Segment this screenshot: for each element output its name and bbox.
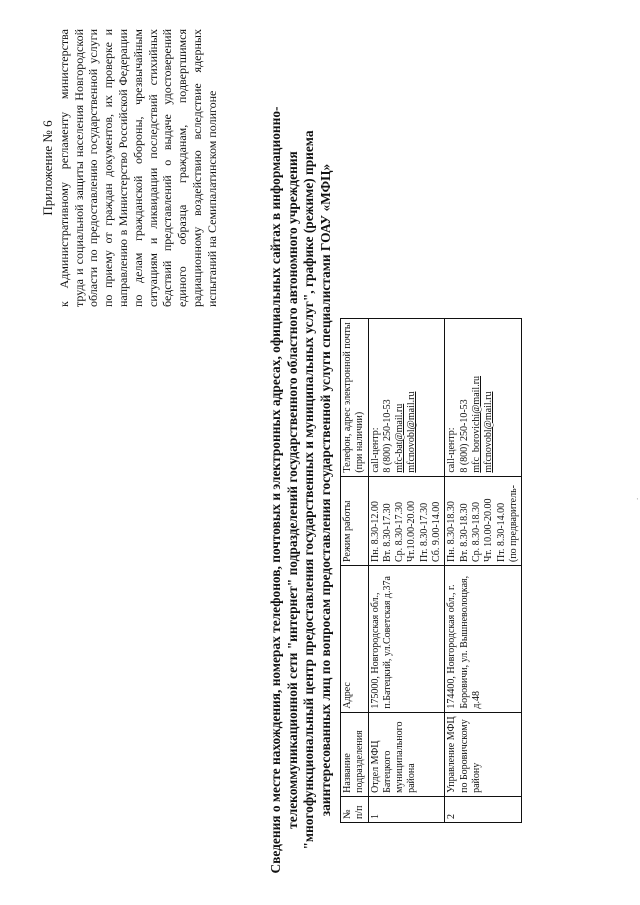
row-hours (445, 476, 522, 565)
phone-label: call-центр: (369, 427, 381, 473)
header-phone: Телефон, адрес электронной почты (при наличии) (341, 319, 369, 477)
row-name: Управление МФЦ по Боровичскому району (445, 712, 522, 796)
table-header-row (341, 319, 369, 823)
row-num: 1 (368, 796, 445, 822)
appendix-title: Приложение № 6 (40, 120, 55, 216)
email-link[interactable]: mfcnovobl@mail.ru (483, 391, 495, 473)
row-name: Отдел МФЦ Батецкого муниципального района (368, 712, 445, 796)
table-row (368, 319, 445, 823)
hours-line: Пн. 8.30-18.30 (446, 501, 458, 562)
header-num: № п/п (341, 796, 369, 822)
row-contacts (445, 319, 522, 477)
phone-number: 8 (800) 250-10-53 (458, 399, 470, 473)
hours-line: Ср. 8.30-17.30 (394, 502, 406, 562)
row-contacts (368, 319, 445, 477)
email-link[interactable]: mfc-bat@mail.ru (394, 403, 406, 473)
header-address: Адрес (341, 566, 369, 713)
offices-table (340, 318, 522, 823)
hours-line: Сб. 9.00-14.00 (431, 501, 443, 562)
hours-line: Чт.10.00-20.00 (406, 501, 418, 562)
hours-line: Пт. 8.30-14.00 (495, 502, 507, 562)
row-num: 2 (445, 796, 522, 822)
hours-line: Вт. 8.30-17.30 (381, 503, 393, 562)
row-hours (368, 476, 445, 565)
phone-number: 8 (800) 250-10-53 (381, 399, 393, 473)
phone-label: call-центр: (446, 427, 458, 473)
row-address: 175000, Новгородская обл., п.Батецкий, ул.Советская д.37а (368, 566, 445, 713)
row-address: 174400, Новгородская обл., г. Боровичи, ул. Вышневолоцкая, д.48 (445, 566, 522, 713)
document-heading: Сведения о месте нахождения, номерах телефонов, почтовых и электронных адресах, официальных сайтах в информационно-телекоммуникационной сети "интернет" подразделений государственного областного автономного учреждения "многофункциональный центр предоставления государственных и муниципальных услуг", графике (режиме) приема заинтересованных лиц по вопросам предоставления государственной услуги специалистами ГОАУ «МФЦ» (268, 106, 333, 874)
scan-dot: . (630, 497, 640, 500)
appendix-text: к Административному регламенту министерства труда и социальной защиты населения Новгородской области по предоставлению государственной услуги по приему от граждан документов, их проверке и направлению в Министерство Российской Федерации по делам гражданской обороны, чрезвычайным ситуациям и ликвидации последствий стихийных бедствий представлений о выдаче удостоверений единого образца гражданам, подвергшимся радиационному воздействию вследствие ядерных испытаний на Семипалатинском полигоне (56, 29, 219, 307)
table-row (445, 319, 522, 823)
email-link[interactable]: mfcnovobl@mail.ru (406, 391, 418, 473)
hours-line: Чт. 10.00-20.00 (483, 498, 495, 562)
hours-line: Пт. 8.30-17.30 (418, 502, 430, 562)
hours-line: (по предваритель- (507, 485, 519, 562)
hours-line: Пн. 8.30-12.00 (369, 501, 381, 562)
hours-line: Ср. 8.30-18.30 (470, 502, 482, 562)
header-name: Название подразделения (341, 712, 369, 796)
appendix-block (41, 29, 220, 307)
hours-line: Вт. 8.30-18.30 (458, 503, 470, 562)
header-hours: Режим работы (341, 476, 369, 565)
email-link[interactable]: mfc_borovichi@mail.ru (470, 375, 482, 473)
